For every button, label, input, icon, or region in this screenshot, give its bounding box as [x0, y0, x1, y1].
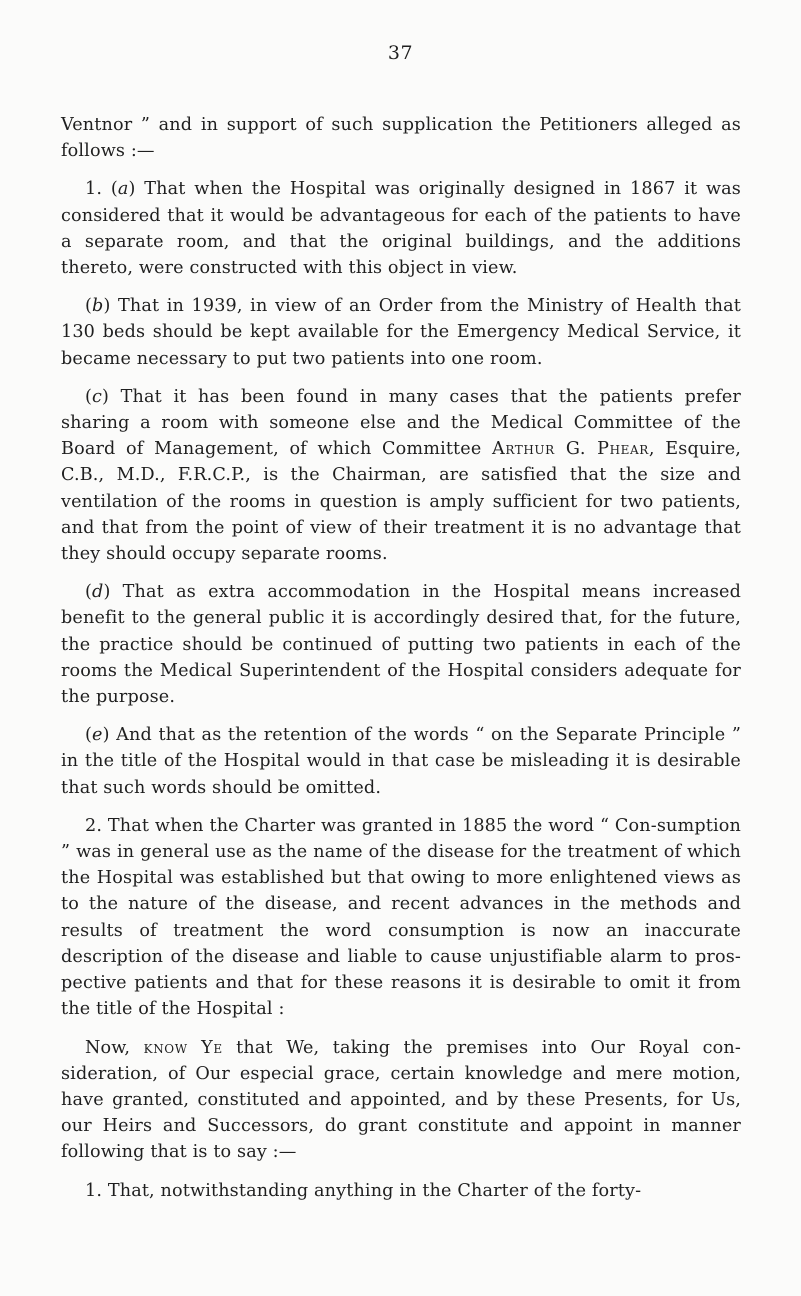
- clause-2: [61, 813, 741, 1023]
- intro-text: Ventnor ” and in support of such supplication the Petitioners alleged as follows :—: [61, 115, 741, 162]
- clause-1a-text: ) That when the Hospital was originally designed in 1867 it was considered that it would be advantageous for each of the patients to have a separate room, and that the original buildings, and the additions thereto, were constructed with this object in view.: [61, 179, 741, 279]
- now-text: that We, taking the premises into Our Royal con-sideration, of Our especial grace, certain knowledge and mere motion, have granted, constituted and appointed, and by these Presents, for Us, our Heirs and Successors, do grant constitute and appoint in manner following that is to say :—: [61, 1037, 741, 1163]
- clause-1d-letter: d: [92, 582, 104, 603]
- clause-1e-lead: (: [85, 725, 93, 746]
- know-word: know: [143, 1037, 188, 1058]
- clause-1b: [61, 293, 741, 372]
- clause-1c: [61, 384, 741, 567]
- clause-2-text: 2. That when the Charter was granted in 1885 the word “ Con-sumption ” was in general use as the name of the disease for the treatment of which the Hospital was established but that owing to more enlightened views as to the nature of the disease, and recent advances in the methods and results of treatment the word consumption is now an inaccurate description of the disease and liable to cause unjustifiable alarm to pros-pective patients and that for these reasons it is desirable to omit it from the title of the Hospital :: [61, 815, 741, 1020]
- clause-1e-letter: e: [92, 725, 103, 746]
- clause-1e: [61, 722, 741, 801]
- clause-1a: [61, 176, 741, 281]
- clause-1c-text-after: , Esquire, C.B., M.D., F.R.C.P., is the Chairman, are satisfied that the size and ventilation of the rooms in question is amply sufficient for two patients, and that from the point of view of their treatment it is no advantage that they should occupy separate rooms.: [61, 439, 741, 565]
- now-space: [188, 1038, 201, 1058]
- clause-1d-lead: (: [85, 582, 93, 603]
- now-know-ye-paragraph: [61, 1035, 741, 1166]
- clause-1c-letter: c: [92, 386, 103, 407]
- final-clause: [61, 1178, 741, 1204]
- clause-1b-letter: b: [92, 296, 104, 317]
- clause-1c-text-before: ) That it has been found in many cases that the patients prefer sharing a room with someone else and the Medical Committee of the Board of Management, of which Committee: [61, 386, 741, 460]
- clause-1e-text: ) And that as the retention of the words “ on the Separate Principle ” in the title of the Hospital would in that case be misleading it is desirable that such words should be omitted.: [61, 725, 741, 798]
- final-clause-text: 1. That, notwithstanding anything in the Charter of the forty-: [85, 1180, 642, 1201]
- clause-1c-lead: (: [85, 386, 93, 407]
- body-text: [61, 112, 741, 1216]
- chairman-name: Arthur G. Phear: [492, 439, 649, 460]
- clause-1a-letter: a: [117, 179, 129, 200]
- clause-1b-text: ) That in 1939, in view of an Order from the Ministry of Health that 130 beds should be kept available for the Emergency Medical Service, it became necessary to put two patients into one room.: [61, 296, 741, 369]
- clause-1d-text: ) That as extra accommodation in the Hospital means increased benefit to the general public it is accordingly desired that, for the future, the practice should be continued of putting two patients in each of the rooms the Medical Superintendent of the Hospital considers adequate for the purpose.: [61, 582, 741, 708]
- page-number: 37: [387, 42, 414, 64]
- intro-paragraph: [61, 112, 741, 164]
- clause-1a-lead: 1. (: [85, 179, 118, 200]
- ye-word: Ye: [201, 1037, 223, 1058]
- clause-1d: [61, 579, 741, 710]
- clause-1b-lead: (: [85, 296, 93, 317]
- now-lead: Now,: [85, 1037, 144, 1058]
